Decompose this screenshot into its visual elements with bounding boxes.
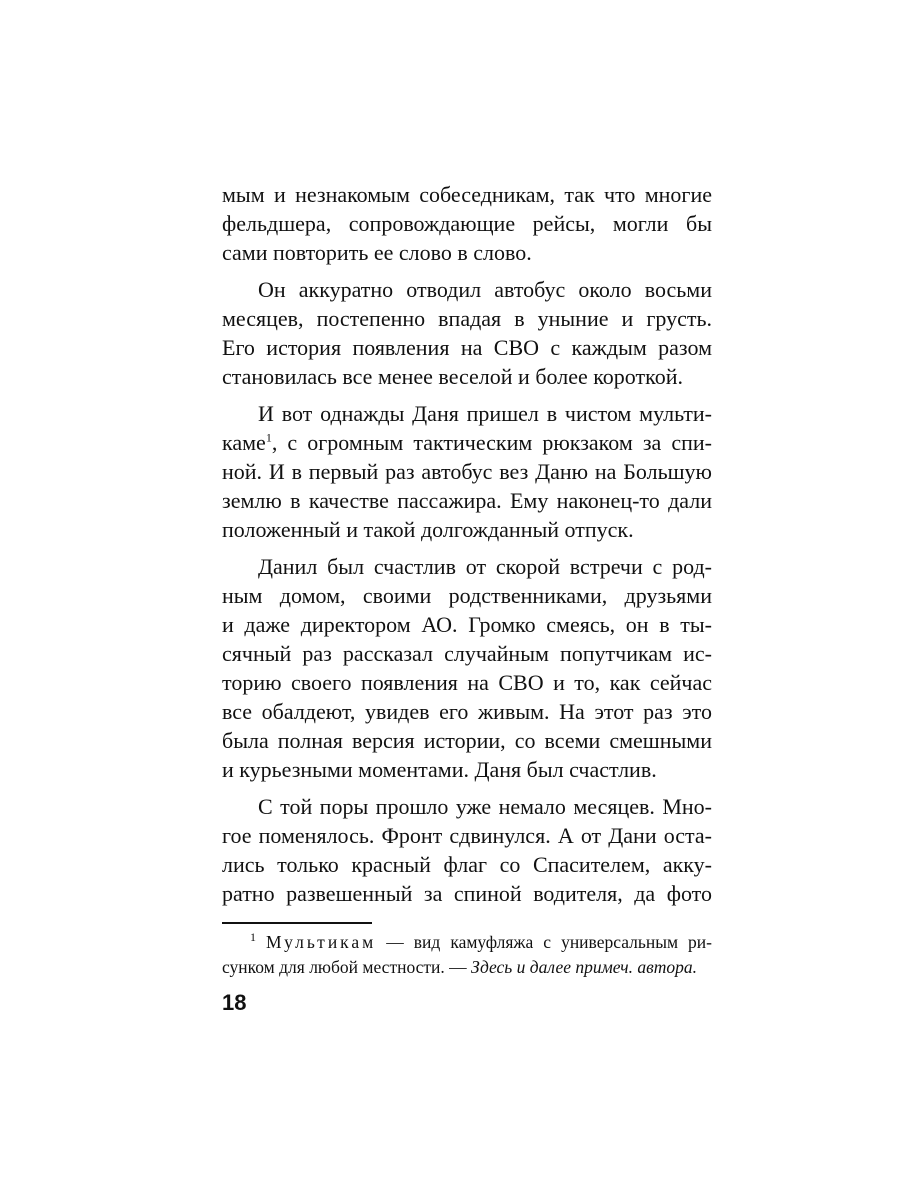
- text-line: и курьезными моментами. Даня был счастлив.: [222, 757, 657, 782]
- footnote-number: 1: [250, 930, 256, 945]
- text-line: фельдшера, сопровождающие рейсы, могли бы: [222, 211, 712, 236]
- text-line: месяцев, постепенно впадая в уныние и грусть.: [222, 306, 712, 331]
- footnote-text: сунком для любой местности. —: [222, 957, 472, 977]
- footnote-divider: [222, 922, 372, 924]
- text-fragment: каме: [222, 430, 266, 455]
- text-line: лись только красный флаг со Спасителем, акку-: [222, 852, 712, 877]
- text-line-with-footnote: [222, 428, 712, 457]
- text-line: была полная версия истории, со всеми смешными: [222, 728, 712, 753]
- footnote-line: [222, 930, 712, 955]
- footnote: [222, 930, 712, 980]
- text-line: Данил был счастлив от скорой встречи с род-: [258, 554, 712, 579]
- paragraph-4: [222, 552, 712, 784]
- footnote-text: — вид камуфляжа с универсальным ри-: [376, 932, 712, 952]
- text-line: Его история появления на СВО с каждым разом: [222, 335, 712, 360]
- text-line: и даже директором АО. Громко смеясь, он в ты-: [222, 612, 712, 637]
- text-line: становилась все менее веселой и более короткой.: [222, 364, 683, 389]
- footnote-marker: 1: [265, 430, 272, 445]
- text-line: ной. И в первый раз автобус вез Даню на Большую: [222, 459, 712, 484]
- text-line: И вот однажды Даня пришел в чистом мульти-: [258, 401, 712, 426]
- footnote-term: Мультикам: [266, 932, 377, 952]
- footnote-line: [222, 955, 712, 980]
- text-line: мым и незнакомым собеседникам, так что многие: [222, 182, 712, 207]
- text-line: С той поры прошло уже немало месяцев. Мно-: [258, 794, 712, 819]
- text-fragment: , с огромным тактическим рюкзаком за спи-: [271, 430, 712, 455]
- text-line: сами повторить ее слово в слово.: [222, 240, 532, 265]
- paragraph-5: [222, 792, 712, 908]
- text-line: все обалдеют, увидев его живым. На этот раз это: [222, 699, 712, 724]
- text-line: землю в качестве пассажира. Ему наконец-то дали: [222, 488, 712, 513]
- page-number: 18: [222, 990, 247, 1015]
- text-line: ным домом, своими родственниками, друзьями: [222, 583, 712, 608]
- text-line: гое поменялось. Фронт сдвинулся. А от Дани оста-: [222, 823, 712, 848]
- footnote-attribution: Здесь и далее примеч. автора.: [471, 957, 698, 977]
- text-line: Он аккуратно отводил автобус около восьми: [258, 277, 712, 302]
- paragraph-2: [222, 275, 712, 391]
- text-line: положенный и такой долгожданный отпуск.: [222, 517, 634, 542]
- text-line: торию своего появления на СВО и то, как сейчас: [222, 670, 712, 695]
- text-line: сячный раз рассказал случайным попутчикам ис-: [222, 641, 712, 666]
- text-line: ратно развешенный за спиной водителя, да фото: [222, 881, 712, 906]
- body-text: [222, 180, 712, 908]
- paragraph-1: [222, 180, 712, 267]
- paragraph-3: [222, 399, 712, 544]
